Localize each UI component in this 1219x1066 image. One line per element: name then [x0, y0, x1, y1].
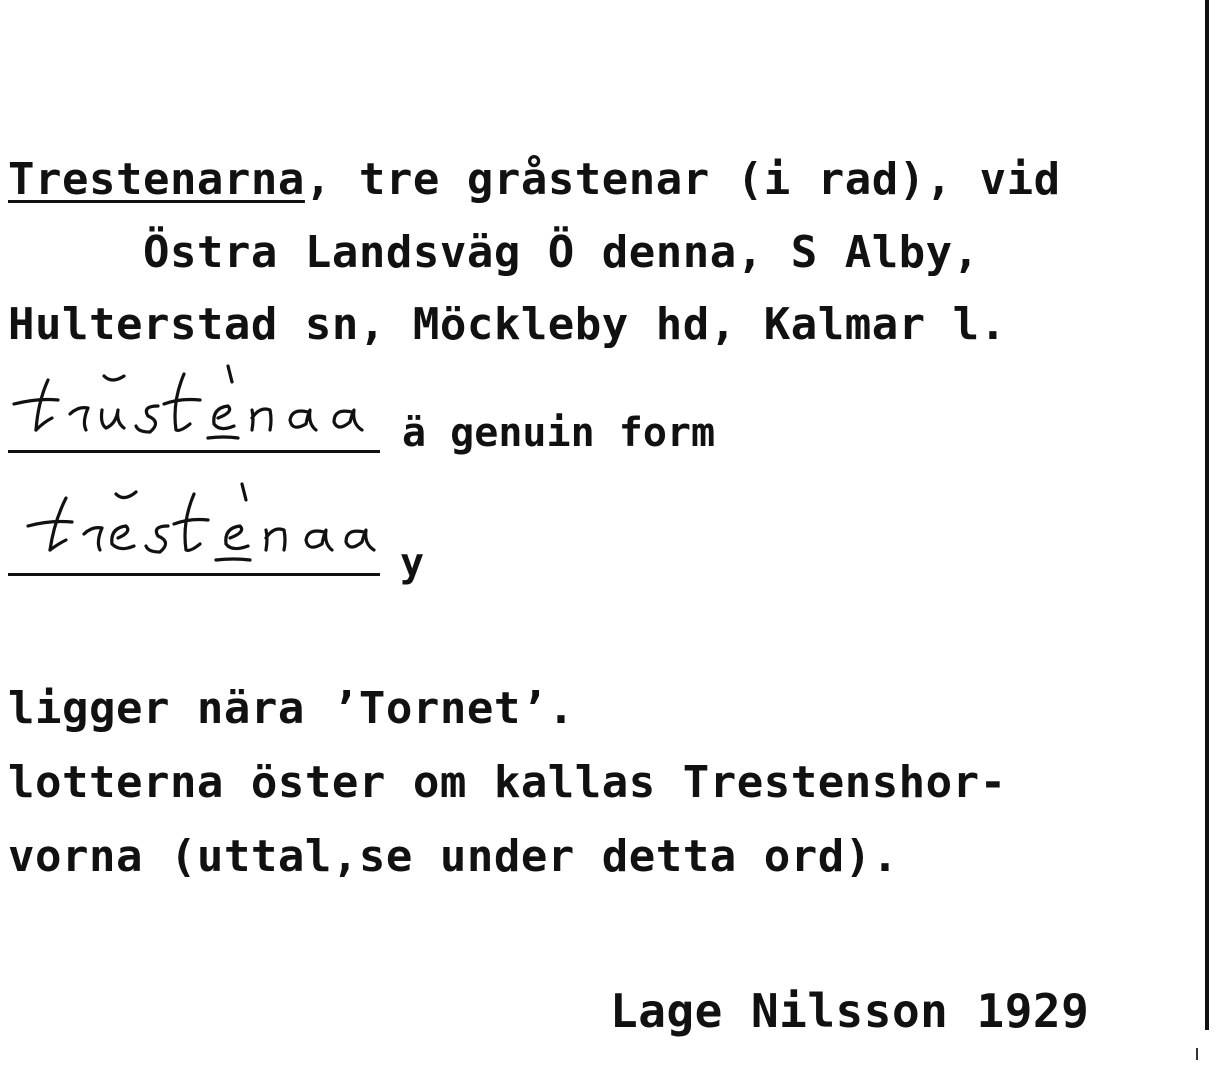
- form-2-note: y: [400, 540, 425, 586]
- handwritten-form-2-drawing: [8, 470, 388, 585]
- signature: [610, 985, 1089, 1037]
- edge-mark: [1196, 1048, 1198, 1060]
- entry-line-1-text: , tre gråstenar (i rad), vid: [304, 154, 1061, 205]
- note-line-2: lotterna öster om kallas Trestenshor-: [8, 757, 1007, 808]
- handwritten-form-2: [8, 470, 388, 585]
- note-line-3: vorna (uttal,se under detta ord).: [8, 831, 899, 882]
- entry-line-2: Östra Landsväg Ö denna, S Alby,: [8, 227, 980, 278]
- form-1-note: ä genuin form: [402, 410, 716, 456]
- signature-name: Lage Nilsson: [610, 984, 949, 1038]
- headword: Trestenarna: [8, 154, 305, 205]
- card-edge-border: [1205, 0, 1209, 1030]
- handwritten-form-1: [8, 352, 388, 462]
- signature-year: 1929: [976, 984, 1090, 1038]
- entry-line-1: [8, 155, 1061, 205]
- entry-line-3: Hulterstad sn, Möckleby hd, Kalmar l.: [8, 299, 1007, 350]
- note-line-1: ligger nära ’Tornet’.: [8, 683, 575, 734]
- handwritten-form-1-drawing: [8, 352, 388, 462]
